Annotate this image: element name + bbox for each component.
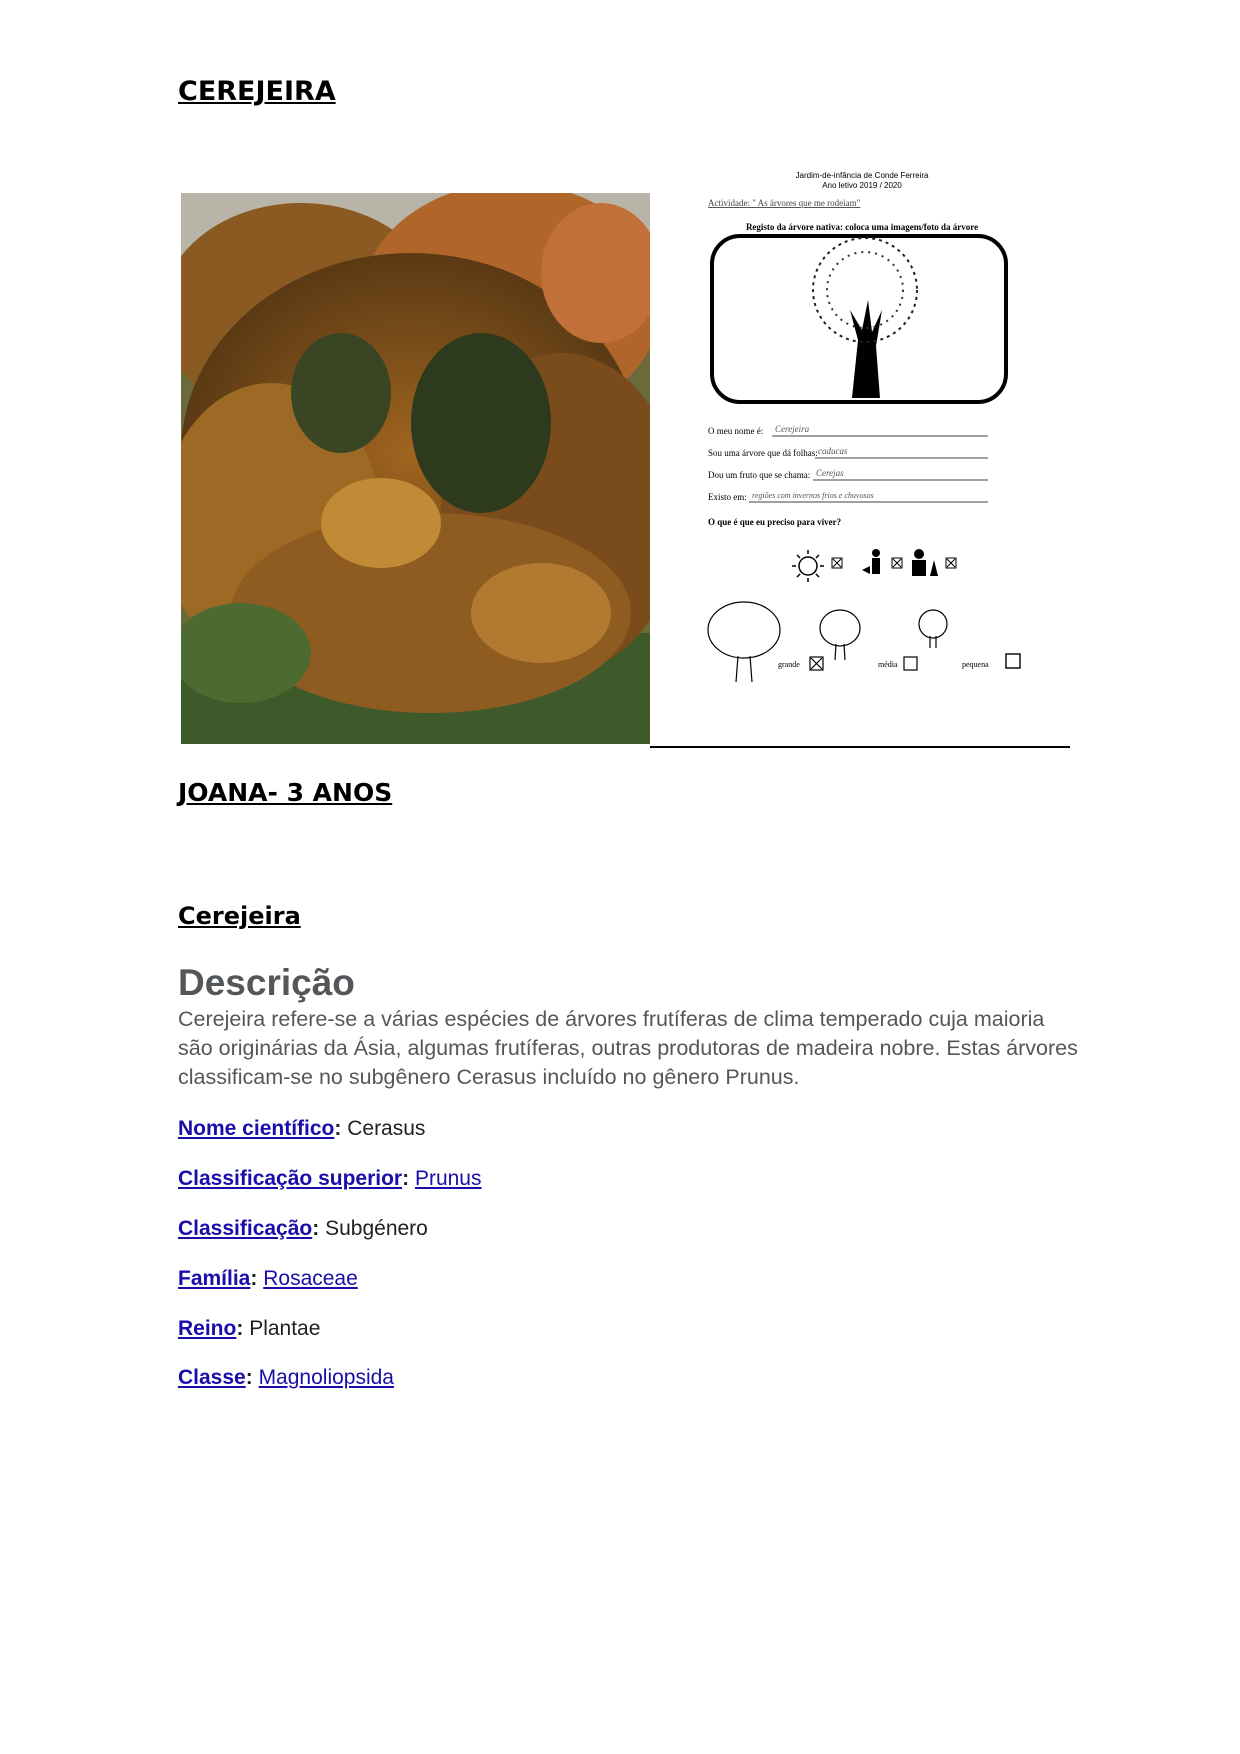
field-label-name: O meu nome é:	[708, 426, 764, 436]
description-text: Cerejeira refere-se a várias espécies de árvores frutíferas de clima temperado cuja maioria são originárias da Ásia, algumas frutíferas, outras produtoras de madeira nobre. Estas árvores classificam-se no subgênero Cerasus incluído no gênero Prunus.	[178, 1007, 1078, 1089]
property-class	[178, 1366, 394, 1390]
property-kingdom	[178, 1317, 320, 1341]
property-value: Cerasus	[347, 1117, 426, 1140]
property-value-link[interactable]: Rosaceae	[263, 1267, 358, 1290]
property-value: Plantae	[249, 1317, 321, 1340]
property-classification	[178, 1217, 428, 1241]
sun-icon	[792, 550, 824, 582]
size-label-small: pequena	[962, 660, 989, 669]
colon: :	[236, 1317, 244, 1340]
property-scientific-name	[178, 1117, 425, 1141]
property-value-link[interactable]: Magnoliopsida	[258, 1366, 394, 1389]
property-value-link[interactable]: Prunus	[414, 1167, 482, 1190]
small-tree-icon	[919, 610, 947, 648]
large-tree-icon	[708, 602, 780, 682]
description-heading: Descrição	[178, 962, 355, 1003]
checkbox-care	[946, 558, 956, 568]
colon: :	[312, 1217, 320, 1240]
field-label-leaves: Sou uma árvore que dá folhas:	[708, 448, 818, 458]
worksheet-bottom-rule	[650, 746, 1070, 748]
watering-icon	[862, 549, 880, 574]
worksheet-school: Jardim-de-infância de Conde Ferreira	[795, 171, 929, 180]
property-label-link[interactable]: Classe	[178, 1366, 246, 1389]
author-caption: JOANA- 3 ANOS	[178, 778, 393, 807]
activity-worksheet	[650, 160, 1070, 748]
worksheet-question: O que é que eu preciso para viver?	[708, 517, 842, 527]
property-label-link[interactable]: Nome científico	[178, 1117, 335, 1140]
property-value: Subgénero	[325, 1217, 428, 1240]
tree-drawing-icon	[813, 238, 917, 398]
property-superior-classification	[178, 1167, 482, 1191]
checkbox-medium	[904, 657, 917, 670]
field-answer-location: regiões com invernos frios e chuvosos	[752, 491, 874, 500]
colon: :	[245, 1366, 253, 1389]
worksheet-year: Ano letivo 2019 / 2020	[822, 181, 902, 190]
gardener-icon	[912, 549, 938, 576]
checkbox-water	[892, 558, 902, 568]
property-label-link[interactable]: Classificação superior	[178, 1167, 403, 1190]
checkbox-small	[1006, 654, 1020, 668]
colon: :	[334, 1117, 342, 1140]
worksheet-activity: Actividade: " As árvores que me rodeiam"	[708, 198, 861, 208]
colon: :	[250, 1267, 258, 1290]
size-label-medium: média	[878, 660, 898, 669]
field-answer-name: Cerejeira	[775, 424, 810, 434]
checkbox-sun	[832, 558, 842, 568]
field-label-location: Existo em:	[708, 492, 747, 502]
section-title: Cerejeira	[178, 902, 301, 930]
property-label-link[interactable]: Família	[178, 1267, 251, 1290]
checkbox-large	[810, 657, 823, 670]
field-answer-leaves: caducas	[818, 446, 848, 456]
property-label-link[interactable]: Reino	[178, 1317, 237, 1340]
property-family	[178, 1267, 358, 1291]
colon: :	[402, 1167, 410, 1190]
worksheet-instruction: Registo da árvore nativa: coloca uma imagem/foto da árvore	[745, 222, 979, 232]
field-label-fruit: Dou um fruto que se chama:	[708, 470, 811, 480]
medium-tree-icon	[820, 610, 860, 660]
size-label-large: grande	[778, 660, 800, 669]
property-label-link[interactable]: Classificação	[178, 1217, 313, 1240]
page-title: CEREJEIRA	[178, 76, 336, 107]
field-answer-fruit: Cerejas	[816, 468, 844, 478]
cherry-tree-photo	[181, 193, 650, 744]
